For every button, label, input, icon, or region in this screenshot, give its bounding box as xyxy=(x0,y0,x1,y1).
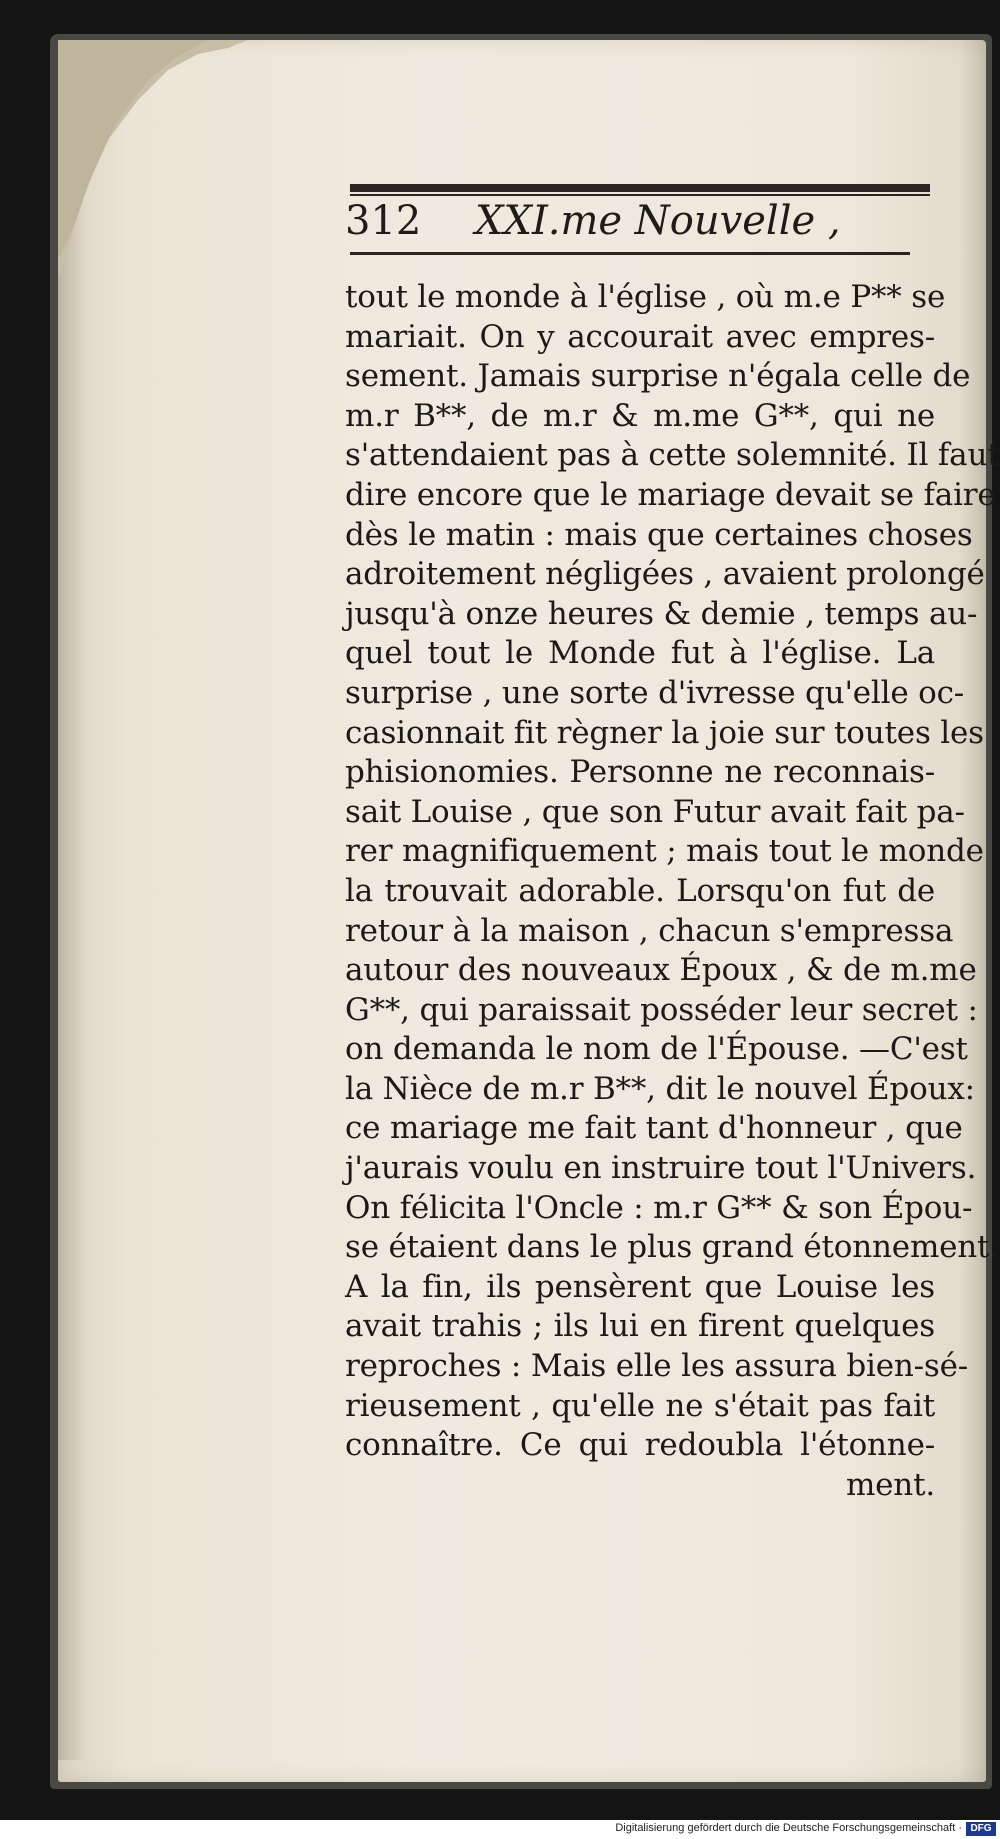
text-line: la Nièce de m.r B**, dit le nouvel Époux: xyxy=(345,1070,975,1107)
funding-credit: Digitalisierung gefördert durch die Deutsche Forschungsgemeinschaft · xyxy=(615,1822,962,1834)
text-line-catchword: ment. xyxy=(845,1466,935,1503)
text-line: quel tout le Monde fut à l'église. La xyxy=(345,635,935,672)
text-line: surprise , une sorte d'ivresse qu'elle oc- xyxy=(345,674,965,711)
text-line: jusqu'à onze heures & demie , temps au- xyxy=(345,595,978,632)
text-line: j'aurais voulu en instruire tout l'Univers. xyxy=(345,1150,977,1187)
text-line: sait Louise , que son Futur avait fait pa- xyxy=(345,793,965,830)
text-line: mariait. On y accourait avec empres- xyxy=(345,318,935,355)
text-line: s'attendaient pas à cette solemnité. Il faut xyxy=(345,437,1000,474)
text-line: G**, qui paraissait posséder leur secret : xyxy=(345,991,978,1028)
page-number: 312 xyxy=(345,198,422,244)
text-line: reproches : Mais elle les assura bien-sé- xyxy=(345,1348,969,1385)
text-line: avait trahis ; ils lui en firent quelques xyxy=(345,1308,935,1345)
text-line: adroitement négligées , avaient prolongé xyxy=(345,556,985,593)
text-line: retour à la maison , chacun s'empressa xyxy=(345,912,954,949)
header-rule-thick xyxy=(350,184,930,192)
text-line: ce mariage me fait tant d'honneur , que xyxy=(345,1110,963,1147)
text-line: rieusement , qu'elle ne s'était pas fait xyxy=(345,1387,935,1424)
footer-strip xyxy=(0,1820,1000,1839)
text-line: on demanda le nom de l'Épouse. —C'est xyxy=(345,1031,968,1068)
text-line: m.r B**, de m.r & m.me G**, qui ne xyxy=(345,397,935,434)
text-line: A la fin, ils pensèrent que Louise les xyxy=(345,1268,935,1305)
page-header xyxy=(345,196,945,252)
running-title: XXI.me Nouvelle , xyxy=(475,198,841,244)
body-text xyxy=(345,278,1000,1505)
text-line: la trouvait adorable. Lorsqu'on fut de xyxy=(345,872,935,909)
text-line: casionnait fit règner la joie sur toutes les xyxy=(345,714,984,751)
torn-corner xyxy=(58,40,248,280)
text-line: dire encore que le mariage devait se faire xyxy=(345,476,996,513)
dfg-logo: DFG xyxy=(966,1822,996,1836)
text-line: se étaient dans le plus grand étonnement. xyxy=(345,1229,999,1266)
text-line: dès le matin : mais que certaines choses xyxy=(345,516,973,553)
text-line: tout le monde à l'église , où m.e P** se xyxy=(345,279,946,315)
text-line: autour des nouveaux Époux , & de m.me xyxy=(345,952,977,989)
text-line: rer magnifiquement ; mais tout le monde xyxy=(345,833,984,870)
page-stain xyxy=(58,200,88,1760)
text-line: On félicita l'Oncle : m.r G** & son Épou- xyxy=(345,1189,973,1226)
text-line: connaître. Ce qui redoubla l'étonne- xyxy=(345,1427,935,1464)
text-line: sement. Jamais surprise n'égala celle de xyxy=(345,358,971,395)
text-line: phisionomies. Personne ne reconnais- xyxy=(345,754,935,791)
header-underline xyxy=(350,252,910,255)
